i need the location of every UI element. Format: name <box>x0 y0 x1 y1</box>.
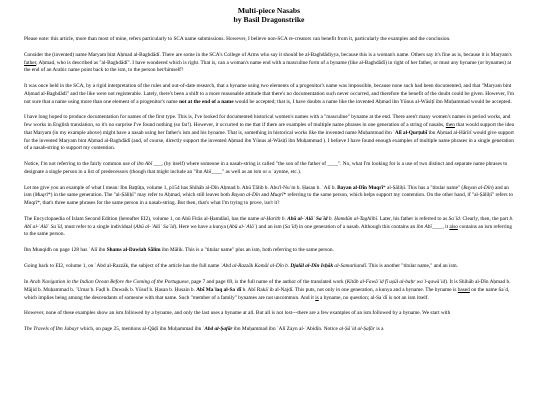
paragraph <box>24 310 514 318</box>
text-run: a byname, no question; al-Saʿdī is not an ism itself. <box>318 294 429 301</box>
text-run: Arab Navigation in the Indian Ocean Before the Coming of the Portuguese <box>29 279 189 286</box>
text-run: Shams al-Dawlah Sālim <box>106 247 161 254</box>
text-run: Consider the (invented) name Maryam bint Aḥmad al-Baghdādī. There are some in the SCA's College of Arms who say it should be al-Baghdādiyya, because this is a woman's name. Others say it's fine as is, because it is Maryam's <box>24 51 512 58</box>
text-run: Abū al-ʿAlāʾ <box>228 223 256 230</box>
text-run: . This is another "titular name," and an ism. <box>365 263 458 270</box>
text-run: would be accepted; that is, I have doubts a name like the invented Aḥmad ibn Yūnus al-Wāsiṭī ibn Muḥammad would be accepted. <box>233 98 512 105</box>
text-run: Muqrī <box>34 192 48 199</box>
text-run: ). Here we have a kunya ( <box>174 223 229 230</box>
article-body <box>24 36 514 334</box>
text-run: I have long hoped to produce documentation for names of the first type. This is, I've looked for documented historical women's names with a "masculine" byname at the end. There aren't many women's names in period works, and few works in English translation, so it's no surprise I've found nothing (so far!). However, it occurred to me that if there are examples of multiple name phrases in one generation of a string of nasabs, <box>24 114 511 129</box>
text-run: , it <box>442 223 450 230</box>
text-run: In <box>24 279 30 286</box>
text-run: ʿAlī al-Qurṭubī <box>393 129 428 136</box>
paragraph <box>24 52 514 75</box>
text-run: b. Abī al-ʿAlāʾ Saʿīd <box>24 216 514 230</box>
text-run: which, on page 25, mentions al-Qāḍī ibn Muḥammad ibn <box>78 326 203 333</box>
text-run: Abū al-ʿAlāʾ Saʿīd <box>287 216 328 223</box>
text-run: also <box>449 223 458 230</box>
text-run: then <box>445 122 455 129</box>
text-run: b. Ḥamdūn al-Taghlibī <box>327 216 378 223</box>
paragraph <box>24 279 514 302</box>
text-run: ibn Aḥmad al-Hārīrī would give support for the invented Maryam bint Aḥmad al-Baghdādī (and, of course, directly support the invented Aḥmad ibn Yūnus al-Wāsiṭī ibn Muḥammad ). I believe I have found enough examples of multiple name phrases in a single generation of a nasab-string to support my contention. <box>24 129 514 152</box>
text-run: on the name Saʿd, which implies being among the descendants of someone with that name. Such "member of a family" bynames are not uncommon. And it <box>24 286 510 301</box>
text-run: ) in one generation of a nasab. Although this contains an <box>295 223 417 230</box>
text-run: not at the end of a name <box>179 98 234 105</box>
text-run: Muqrī <box>270 192 284 199</box>
text-run: al-Ḥarith b. <box>260 216 288 223</box>
text-run: Bayan al-Dīn <box>463 184 492 191</box>
text-run: al-Ṣāʾid al-Ṣafār <box>339 326 375 333</box>
text-run: Djalāl al-Dīn Isḥāk <box>290 263 334 270</box>
paragraph <box>24 161 514 176</box>
paragraph <box>24 263 514 271</box>
text-run: . Clearly, then, the part <box>459 216 510 223</box>
text-run: al-Samarkandī <box>333 263 366 270</box>
text-run: Saʿīd <box>284 223 296 230</box>
paragraph <box>24 247 514 255</box>
text-run: Please note: this article, more than most of mine, refers particularly to SCA name submissions. However, I believe non-SCA re-creators can benefit from it, particularly the examples and the conclusion. <box>24 36 451 42</box>
text-run: Kitāb al-Fawāʾid fī uṣūl al-baḥr waʾl-qawāʿid <box>346 279 446 286</box>
text-run: ʿAbd al-Ṣafār <box>202 326 233 333</box>
text-run: based <box>457 286 470 293</box>
text-run: ) and an ism ( <box>255 223 285 230</box>
text-run: ibn Abī ___ <box>136 161 162 168</box>
text-run: Ibn Munqidh on page 128 has ʿAlī ibn <box>24 247 107 254</box>
text-run: * al-Ṣāliḥī. This has a "titular name" ( <box>383 184 464 191</box>
text-run: ) and an ism ( <box>24 184 509 199</box>
text-run: Bayan al-Dīn Muqrī <box>337 184 384 191</box>
text-run: ). It is Shihāb al-Dīn Aḥmad b. Mājid b. Muḥammad b. ʿUmar b. Faḍl b. Duwaik b. Yūsuf b. Ḥasan b. Ḥusain b. <box>24 279 511 293</box>
text-run: ibn Abī____ <box>416 223 443 230</box>
text-run: The Travels of Ibn Jubayr <box>24 326 79 333</box>
text-run: Notice, I'm not referring to the fairly common use of <box>24 161 137 168</box>
text-run: that would support the idea that Maryam (in my example above) might have a nasab using her father's ism and his byname. That is, something in historical works like the invented name Muḥammad ibn <box>24 122 514 136</box>
text-run: , must refer to a single individual ( <box>61 223 136 230</box>
text-run: is <box>315 294 319 301</box>
text-run: It was once held in the SCA, by a rigid interpretation of the rules and out-of-date research, that a byname using two elements of a progenitor's name was impossible, because none such had been documented, and that "Maryam bint Aḥmad al-Baghdādī" and the like were not registerable. Lately, there's been a shift to a more reasonable attitude that there's no documentation such never occurred, and therefore the benefit of the doubt could be given. However, I'm not sure that a name using more than one element of a progenitor's name <box>24 83 514 105</box>
text-run: , Aḥmad, who is described as "al-Baghdādī". I have wondered which is right. That is, can a woman's name end with a masculine form of a byname (like al-Baghdādī) in right of her father, or must any byname (or bynames) at the end of an Arabic name point back to the ism, to the person her/himself? <box>24 59 512 74</box>
text-run: ibn Mālik. This is a "titular name" plus an ism, both referring to the same person. <box>160 247 334 254</box>
paragraph <box>24 326 514 334</box>
text-run: Let me give you an example of what I mean: Ibn Baṭṭūṭa, volume 1, p154 has Shihāb al-Dīn Aḥmad b. Abū Ṭālib b. Abu'l-Nuʿm b. Ḥasan b. ʿAlī b. <box>24 184 338 191</box>
text-run: . Later, his father is referred to as <box>377 216 449 223</box>
text-run: ʿAbd al-Razzāk Kamāl al-Dīn b. <box>220 263 291 270</box>
paragraph <box>24 216 514 239</box>
text-run: * referring to the same person, which helps support my contention. On the other hand, if "al-Ṣāliḥī" refers to Muqrī*, that's three name phrases for the same person in a nasab-string. But then, that's what I'm trying to prove, isn't it? <box>24 192 514 207</box>
paragraph <box>24 83 514 106</box>
text-run: Abī Maʿlaq al-Saʿdī <box>196 286 242 293</box>
text-run: However, none of these examples show an ism followed by a byname, and only the last uses a byname at all. But all is not lost---there are a few examples of an ism followed by a byname. We start with <box>24 310 451 317</box>
text-run: Saʿīd <box>448 216 460 223</box>
text-run: Abū al-ʿAlāʾ Saʿīd <box>135 223 175 230</box>
article-author: by Basil Dragonstrike <box>233 15 305 24</box>
paragraph <box>24 114 514 153</box>
paragraph <box>24 36 514 44</box>
text-run: and <box>259 192 271 199</box>
text-run: contains an ism referring to the same person. <box>24 223 513 238</box>
article-title: Multi-piece Nasabs <box>237 6 301 15</box>
paragraph <box>24 185 514 208</box>
text-run: , page 7 and page 69, is the full name of the author of the translated work ( <box>188 279 347 286</box>
text-run: The Encyclopaedia of Islam Second Edition (hereafter EI2), volume 1, on Abū Firās al-Ḥamdānī, has the name <box>24 216 261 223</box>
text-run: ibn Muḥammad ibn ʿAlī Zayn al-ʿAbidīn. Notice <box>232 326 340 333</box>
text-run: *) in the same generation. The "al-Ṣāliḥī" may refer to Aḥmad, which still leaves both <box>48 192 232 199</box>
text-run: Bayan al-Dīn <box>231 192 260 199</box>
text-run: Going back to EI2, volume 1, on ʿAbd al-Razzāk, the subject of the article has the full name <box>24 263 221 270</box>
text-run: is a <box>374 326 384 333</box>
text-run: b. Abī Rakāʾib al-Najdī. This puts, not only in one generation, a kunya and a byname. The byname is <box>241 286 458 293</box>
text-run: father <box>24 59 37 66</box>
text-run: , (by itself) where someone in a nasab-string is called "the son of the father of ____". No, what I'm looking for is a use of two distinct and separate name phrases to designate a single person in a list of predecessors (though that might include an "ibn Abī____" as well as an ism or a ʿaynme, etc.). <box>24 161 508 175</box>
